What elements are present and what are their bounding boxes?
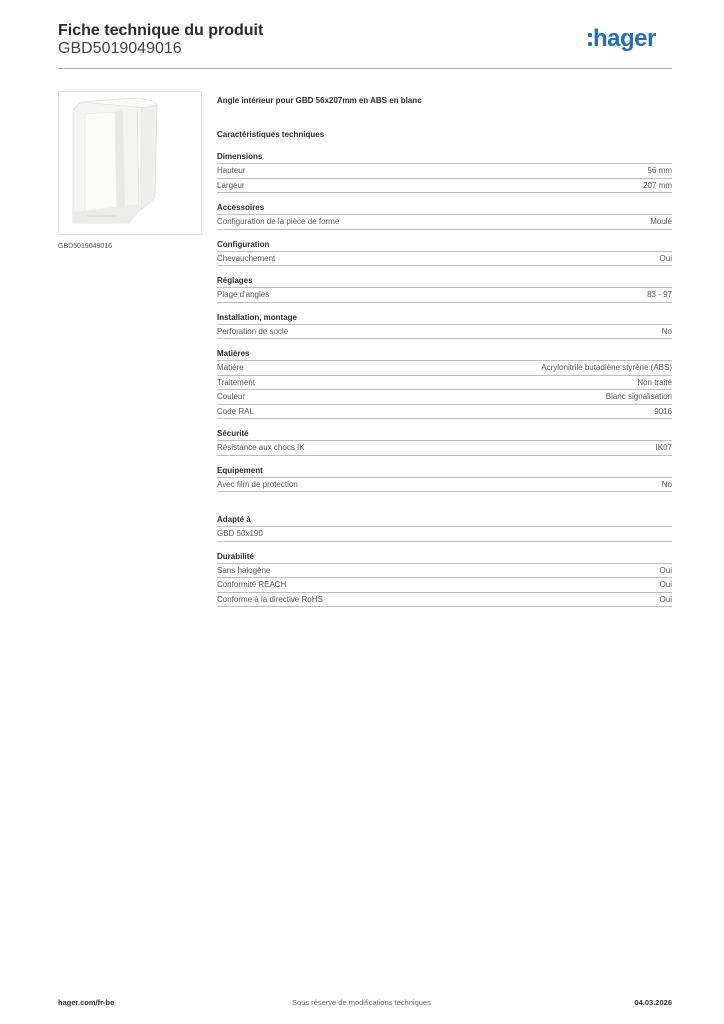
spec-label: Code RAL bbox=[217, 406, 254, 416]
spec-section bbox=[217, 203, 672, 230]
spec-label: Largeur bbox=[217, 180, 245, 190]
section-title: Durabilité bbox=[217, 552, 672, 564]
footer-website-link[interactable]: hager.com/fr-be bbox=[58, 998, 115, 1007]
spec-label: Résistance aux chocs IK bbox=[217, 443, 305, 452]
spec-row bbox=[217, 527, 672, 542]
spec-value: 56 mm bbox=[647, 166, 672, 175]
spec-section bbox=[217, 466, 672, 493]
spec-row bbox=[217, 578, 672, 593]
spec-label: Couleur bbox=[217, 392, 246, 401]
spec-section bbox=[217, 552, 672, 608]
spec-row bbox=[217, 405, 672, 420]
header-divider bbox=[58, 68, 672, 69]
section-title: Configuration bbox=[217, 240, 672, 252]
spec-label: Perforation de socle bbox=[217, 326, 289, 336]
spec-value: No bbox=[661, 326, 672, 336]
spec-section bbox=[217, 276, 672, 303]
spec-row bbox=[217, 215, 672, 230]
section-title: Equipement bbox=[217, 466, 672, 478]
section-title: Dimensions bbox=[217, 152, 672, 164]
section-title: Sécurité bbox=[217, 429, 672, 441]
spec-row bbox=[217, 390, 672, 405]
image-caption: GBD5019049016 bbox=[58, 243, 113, 250]
spec-row bbox=[217, 179, 672, 194]
spec-label: Configuration de la pièce de forme bbox=[217, 217, 340, 226]
spec-label: Matière bbox=[217, 363, 244, 372]
logo-text: hager bbox=[593, 25, 656, 52]
spec-value: 83 - 97 bbox=[647, 290, 672, 299]
section-title: Réglages bbox=[217, 276, 672, 288]
spec-sections bbox=[217, 152, 672, 607]
spec-value: No bbox=[661, 479, 672, 489]
spec-value: Oui bbox=[659, 594, 672, 604]
spec-value: Oui bbox=[659, 580, 672, 589]
spec-section bbox=[217, 429, 672, 456]
spec-label: Plage d'angles bbox=[217, 290, 270, 299]
spec-row bbox=[217, 441, 672, 456]
spec-row bbox=[217, 252, 672, 267]
section-title: Matières bbox=[217, 349, 672, 361]
spec-value: Non traité bbox=[637, 377, 672, 387]
spec-section bbox=[217, 313, 672, 340]
spec-section bbox=[217, 152, 672, 193]
spec-label: GBD 50x190 bbox=[217, 529, 263, 538]
product-image bbox=[58, 91, 202, 235]
spec-row bbox=[217, 164, 672, 179]
spec-label: Traitement bbox=[217, 377, 255, 387]
page-title: Fiche technique du produit bbox=[58, 22, 264, 39]
spec-content bbox=[217, 96, 672, 607]
spec-value: 9016 bbox=[654, 406, 672, 416]
spec-value: Oui bbox=[659, 565, 672, 575]
spec-section bbox=[217, 515, 672, 542]
spec-section bbox=[217, 349, 672, 419]
spec-value: Oui bbox=[659, 253, 672, 263]
section-title: Adapté à bbox=[217, 515, 672, 527]
spec-row bbox=[217, 478, 672, 493]
specs-heading: Caractéristiques techniques bbox=[217, 130, 325, 139]
spec-label: Hauteur bbox=[217, 166, 246, 175]
spec-value: 207 mm bbox=[643, 180, 672, 190]
spec-row bbox=[217, 376, 672, 391]
corner-piece-icon bbox=[59, 92, 201, 234]
spec-value: Acrylonitrile butadiène styrène (ABS) bbox=[541, 363, 672, 372]
footer-disclaimer: Sous réserve de modifications techniques bbox=[292, 998, 431, 1007]
spec-label: Avec film de protection bbox=[217, 479, 298, 489]
spec-row bbox=[217, 288, 672, 303]
spec-row bbox=[217, 361, 672, 376]
spec-label: Conformité REACH bbox=[217, 580, 287, 589]
product-reference: GBD5019049016 bbox=[58, 40, 182, 57]
section-title: Installation, montage bbox=[217, 313, 672, 325]
spec-label: Conforme à la directive RoHS bbox=[217, 594, 323, 604]
spec-value: IK07 bbox=[655, 443, 672, 452]
spec-row bbox=[217, 325, 672, 340]
spec-label: Chevauchement bbox=[217, 253, 276, 263]
spec-value: Blanc signalisation bbox=[605, 392, 672, 401]
spec-row bbox=[217, 564, 672, 579]
footer-date: 04.03.2026 bbox=[634, 998, 672, 1007]
spec-label: Sans halogène bbox=[217, 565, 271, 575]
spec-row bbox=[217, 593, 672, 608]
spec-value: Moulé bbox=[650, 217, 672, 226]
section-title: Accessoires bbox=[217, 203, 672, 215]
product-description: Angle intérieur pour GBD 56x207mm en ABS en blanc bbox=[217, 96, 422, 105]
spec-section bbox=[217, 240, 672, 267]
